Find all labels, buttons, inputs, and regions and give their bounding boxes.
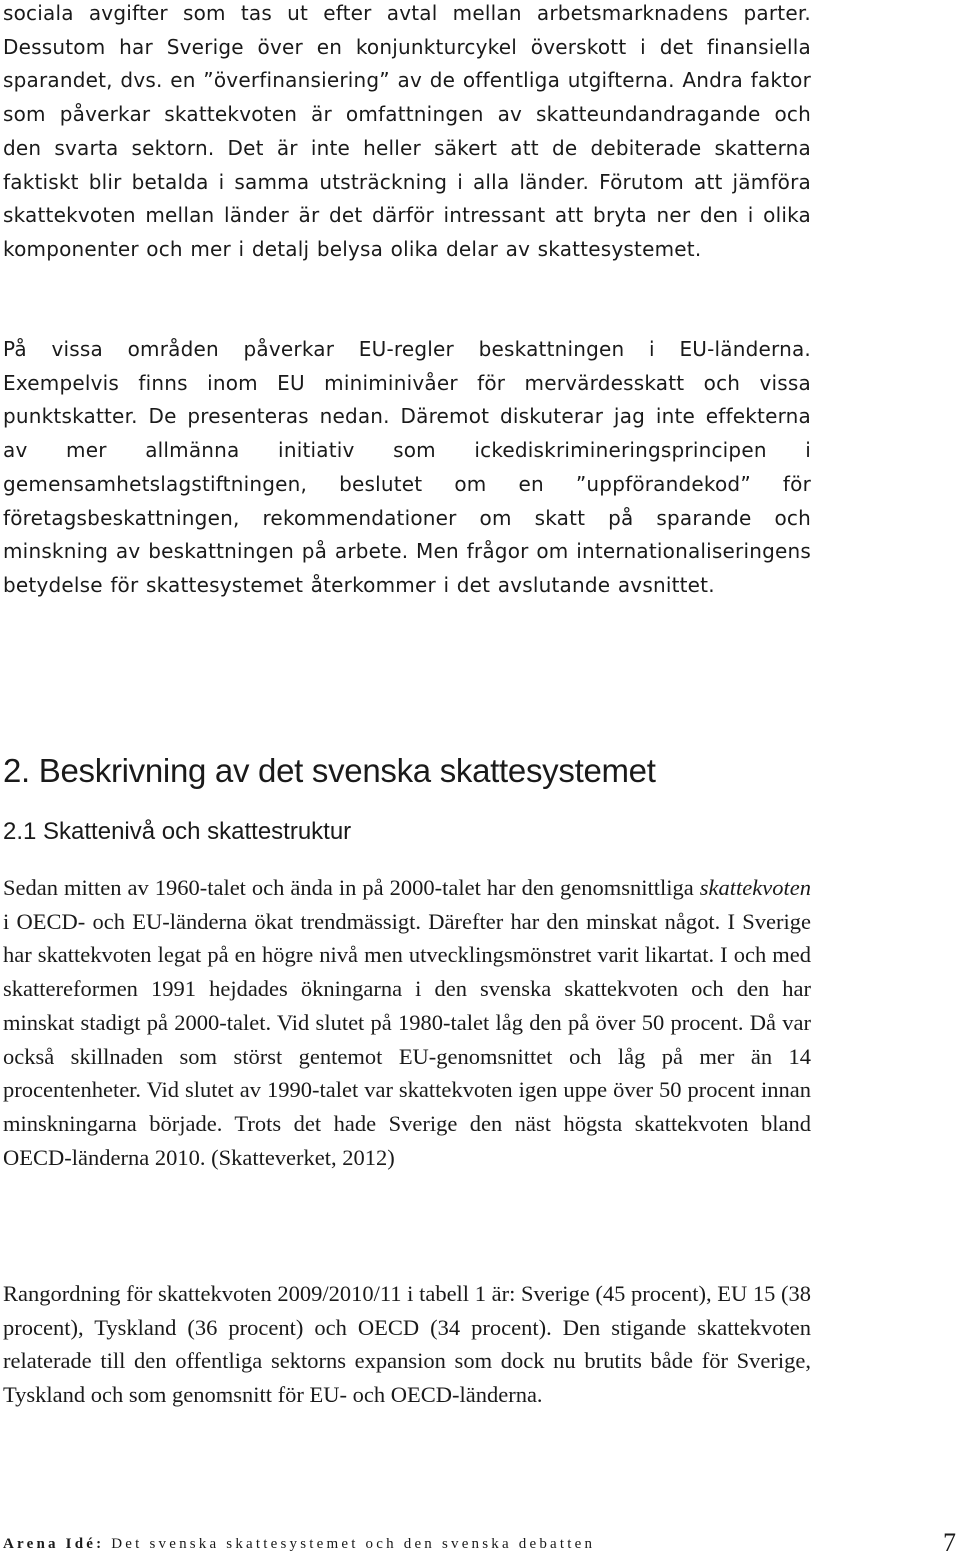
page-footer	[3, 1528, 958, 1560]
page-number: 7	[943, 1528, 956, 1557]
paragraph-3-text-start: Sedan mitten av 1960-talet och ända in på 2000-talet har den genomsnittliga	[3, 875, 700, 900]
subsection-heading: 2.1 Skattenivå och skattestruktur	[3, 818, 352, 845]
body-paragraph-3	[3, 871, 811, 1174]
footer-title: Det svenska skattesystemet och den svenska debatten	[104, 1536, 596, 1552]
body-paragraph-2: På vissa områden påverkar EU-regler beskattningen i EU-länderna. Exempelvis finns inom EU miniminivåer för mervärdesskatt och vissa punktskatter. De presenteras nedan. Däremot diskuterar jag inte effekterna av mer allmänna initiativ som ickediskrimineringsprincipen i gemensamhetslagstiftningen, beslutet om en ”uppförandekod” för företagsbeskattningen, rekommendationer om skatt på sparande och minskning av beskattningen på arbete. Men frågor om internationaliseringens betydelse för skattesystemet återkommer i det avslutande avsnittet.	[3, 337, 811, 597]
running-footer	[3, 1536, 595, 1553]
body-paragraph-1: sociala avgifter som tas ut efter avtal mellan arbetsmarknadens parter. Dessutom har Sverige över en konjunkturcykel överskott i det finansiella sparandet, dvs. en ”överfinansiering” av de offentliga utgifterna. Andra faktor som påverkar skattekvoten är omfattningen av skatteundandragande och den svarta sektorn. Det är inte heller säkert att de debiterade skatterna faktiskt blir betalda i samma utsträckning i alla länder. Förutom att jämföra skattekvoten mellan länder är det därför intressant att bryta ner den i olika komponenter och mer i detalj belysa olika delar av skattesystemet.	[3, 1, 811, 261]
body-paragraph-4: Rangordning för skattekvoten 2009/2010/11 i tabell 1 är: Sverige (45 procent), EU 15 (38 procent), Tyskland (36 procent) och OECD (34 procent). Den stigande skattekvoten relaterade till den offentliga sektorns expansion som dock nu brutits både för Sverige, Tyskland och som genomsnitt för EU- och OECD-länderna.	[3, 1281, 811, 1408]
italic-term: skattekvoten	[699, 875, 811, 900]
paragraph-3-text-end: i OECD- och EU-länderna ökat trendmässigt. Därefter har den minskat något. I Sverige har skattekvoten legat på en högre nivå men utvecklingsmönstret varit likartat. I och med skattereformen 1991 hejdades ökningarna i den svenska skattekvoten och den har minskat stadigt på 2000-talet. Vid slutet på 1980-talet låg den på över 50 procent. Då var också skillnaden som störst gentemot EU-genomsnittet och låg på mer än 14 procentenheter. Vid slutet av 1990-talet var skattekvoten igen uppe över 50 procent innan minskningarna började. Trots det hade Sverige den näst högsta skattekvoten bland OECD-länderna 2010. (Skatteverket, 2012)	[3, 908, 811, 1170]
footer-brand: Arena Idé:	[3, 1536, 105, 1552]
section-heading: 2. Beskrivning av det svenska skattesystemet	[3, 752, 656, 789]
